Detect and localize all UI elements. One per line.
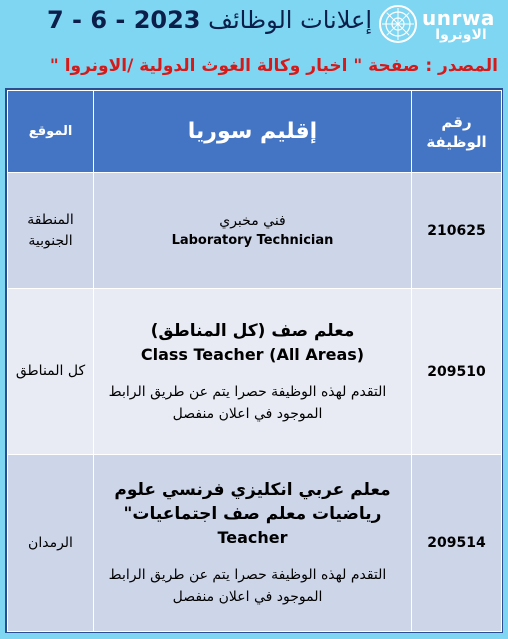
row-location: المنطقة الجنوبية [8, 173, 94, 289]
header-region: إقليم سوريا [94, 91, 412, 173]
row-job-number: 209514 [412, 455, 502, 632]
jobs-table [5, 88, 503, 633]
application-note: التقدم لهذه الوظيفة حصرا يتم عن طريق الرابط الموجود في اعلان منفصل [108, 383, 387, 422]
row-job-number: 209510 [412, 289, 502, 455]
job-title-en: Laboratory Technician [171, 232, 334, 248]
job-title-en: Class Teacher (All Areas) [140, 344, 365, 364]
job-title-en: Teacher [217, 528, 288, 547]
row-job-title [94, 289, 412, 455]
table-row [8, 173, 502, 289]
header [0, 0, 508, 88]
table-row [8, 289, 502, 455]
table-row [8, 455, 502, 632]
header-job-number: رقم الوظيفة [412, 91, 502, 173]
row-location: كل المناطق [8, 289, 94, 455]
row-location: الرمدان [8, 455, 94, 632]
logo-text-en: unrwa [422, 6, 495, 30]
un-emblem-icon [378, 4, 418, 44]
job-title-ar: معلم صف (كل المناطق) [150, 320, 355, 341]
table-header-row [8, 91, 502, 173]
row-job-title [94, 173, 412, 289]
row-job-title [94, 455, 412, 632]
application-note: التقدم لهذه الوظيفة حصرا يتم عن طريق الرابط الموجود في اعلان منفصل [108, 567, 387, 605]
job-title-ar: فني مخبري [219, 212, 286, 229]
title-text: إعلانات الوظائف [208, 6, 372, 34]
row-job-number: 210625 [412, 173, 502, 289]
job-title-ar: معلم عربي انكليزي فرنسي علوم رياضيات معلم صف اجتماعيات" [114, 480, 391, 524]
header-location: الموقع [8, 91, 94, 173]
source-line: المصدر : صفحة " اخبار وكالة الغوث الدولية /الاونروا " [49, 56, 498, 76]
title-date-value: 7 - 6 - 2023 [46, 6, 201, 34]
unrwa-logo [378, 4, 502, 46]
title-date [47, 6, 201, 34]
logo-text-ar: الاونروا [435, 27, 487, 43]
page-title [40, 6, 372, 42]
